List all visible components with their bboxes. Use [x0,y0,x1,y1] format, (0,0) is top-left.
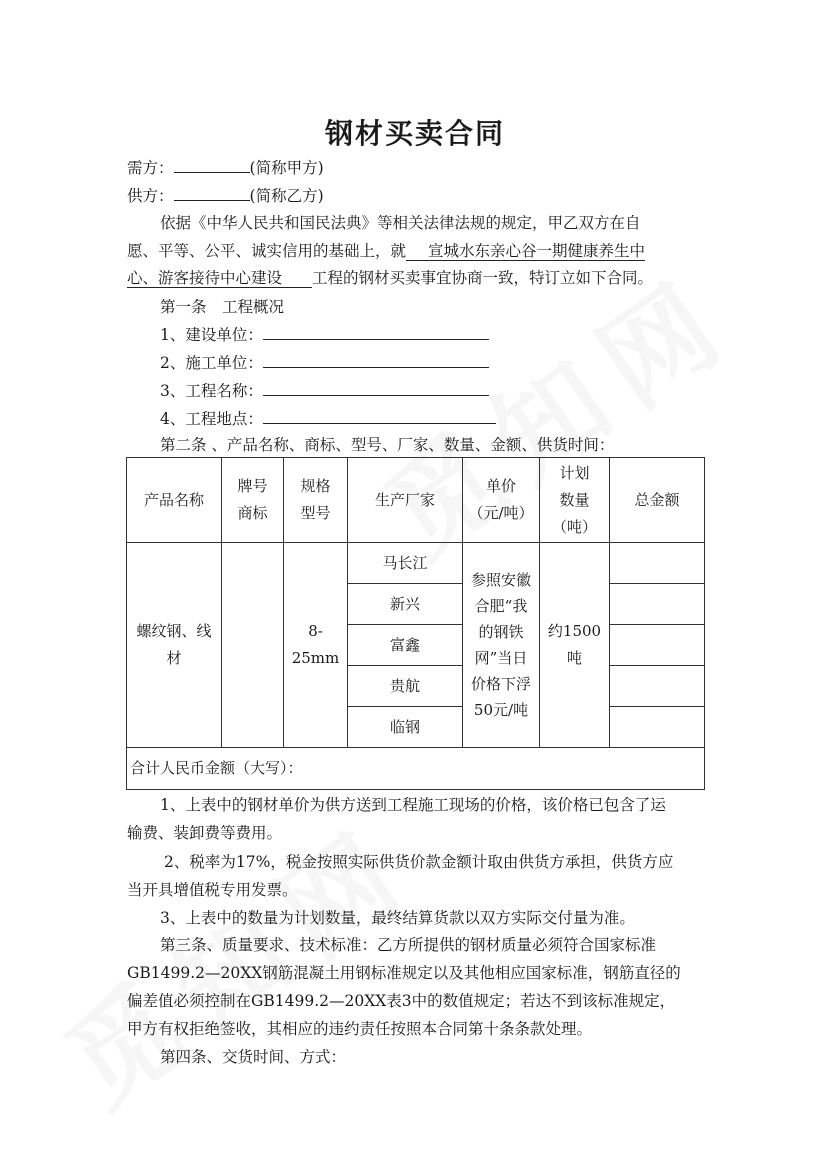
cell-total-amount [610,543,705,584]
item-label: 1、建设单位： [160,326,263,344]
table-total-row [127,748,705,790]
article1-heading: 第一条 工程概况 [160,298,285,316]
project-name-part2: 心、游客接待中心建设 [127,269,312,288]
cell-manufacturer: 马长江 [348,543,463,584]
header-planned-qty: 计划 数量 （吨） [540,458,610,543]
article1-item [160,352,489,373]
header-product-name: 产品名称 [127,458,222,543]
article3-line-3: 偏差值必须控制在GB1499.2—20XX表3中的数值规定；若达不到该标准规定， [127,992,676,1010]
buyer-suffix: (简称甲方) [249,159,324,177]
seller-label: 供方： [127,187,174,205]
cell-total-amount [610,707,705,748]
note-3: 3、上表中的数量为计划数量，最终结算货款以双方实际交付量为准。 [160,909,635,927]
header-brand: 牌号 商标 [222,458,284,543]
item-label: 2、施工单位： [160,354,263,372]
intro-line-2 [127,241,645,261]
cell-manufacturer: 富鑫 [348,625,463,666]
article1-item [160,408,496,429]
item-label: 4、工程地点： [160,410,263,428]
cell-manufacturer: 贵航 [348,666,463,707]
header-spec: 规格 型号 [284,458,348,543]
cell-total-amount [610,625,705,666]
cell-manufacturer: 临钢 [348,707,463,748]
cell-product-name: 螺纹钢、线 材 [127,543,222,748]
note-1-line-2: 输费、装卸费等费用。 [127,824,283,842]
cell-brand [222,543,284,748]
article4-heading: 第四条、交货时间、方式： [160,1048,347,1066]
table-row [127,543,705,584]
table-header-row [127,458,705,543]
intro-line-1: 依据《中华人民共和国民法典》等相关法律法规的规定，甲乙双方在自 [160,214,641,232]
product-table [126,457,705,790]
cell-total-rmb: 合计人民币金额（大写）： [127,748,705,790]
project-name-part1: 宣城水东亲心谷一期健康养生中 [406,242,645,261]
header-unit-price: 单价 （元/吨） [463,458,540,543]
cell-spec: 8- 25mm [284,543,348,748]
buyer-blank [174,157,250,173]
article1-item [160,380,489,401]
seller-suffix: (简称乙方) [249,187,324,205]
item-blank [263,324,489,340]
intro-text: 愿、平等、公平、诚实信用的基础上，就 [127,242,407,260]
item-label: 3、工程名称： [160,382,263,400]
cell-planned-qty: 约1500 吨 [540,543,610,748]
item-blank [263,408,496,424]
article3-line-2: GB1499.2—20XX钢筋混凝土用钢标准规定以及其他相应国家标准，钢筋直径的 [127,964,681,982]
intro-text: 工程的钢材买卖事宜协商一致，特订立如下合同。 [312,269,654,287]
item-blank [263,380,489,396]
cell-manufacturer: 新兴 [348,584,463,625]
note-2-line-2: 当开具增值税专用发票。 [127,881,298,899]
cell-unit-price: 参照安徽 合肥“我 的钢铁 网”当日 价格下浮 50元/吨 [463,543,540,748]
note-2-line-1: 2、税率为17%，税金按照实际供货价款金额计取由供货方承担，供货方应 [164,853,674,871]
article1-item [160,324,489,345]
intro-line-3 [127,268,653,288]
buyer-label: 需方： [127,159,174,177]
cell-total-amount [610,584,705,625]
buyer-line [127,157,324,178]
item-blank [263,352,489,368]
article3-line-1: 第三条、质量要求、技术标准：乙方所提供的钢材质量必须符合国家标准 [160,936,657,954]
header-total-amount: 总金额 [610,458,705,543]
note-1-line-1: 1、上表中的钢材单价为供方送到工程施工现场的价格，该价格已包含了运 [160,796,666,814]
seller-line [127,185,324,206]
seller-blank [174,185,250,201]
article3-line-4: 甲方有权拒绝签收，其相应的违约责任按照本合同第十条条款处理。 [127,1020,593,1038]
header-manufacturer: 生产厂家 [348,458,463,543]
cell-total-amount [610,666,705,707]
document-title: 钢材买卖合同 [324,117,505,150]
article2-heading: 第二条 、产品名称、商标、型号、厂家、数量、金额、供货时间： [160,436,615,454]
